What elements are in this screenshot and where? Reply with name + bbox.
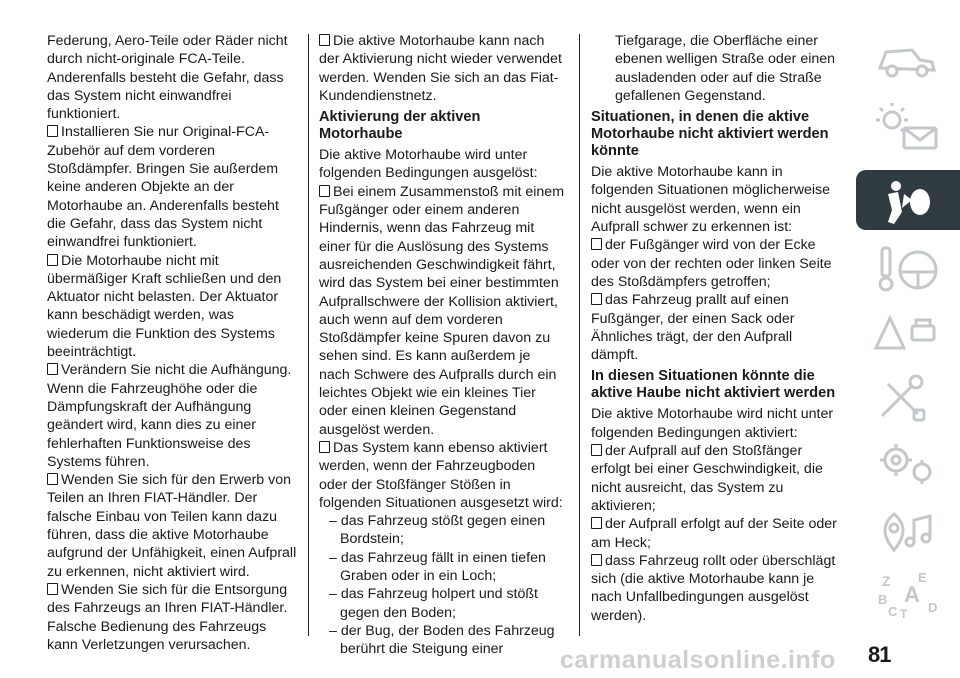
service-gears-icon [874, 438, 944, 488]
paragraph-text: dass Fahrzeug rollt oder überschlägt sich (die aktive Motorhaube kann je nach Unfallbedingungen ausgelöst werden). [591, 552, 836, 624]
dash-list-item: – das Fahrzeug fällt in einen tiefen Graben oder in ein Loch; [329, 549, 546, 585]
tab-safety[interactable] [856, 170, 960, 230]
paragraph-text: Die Motorhaube nicht mit übermäßiger Kraft schließen und den Aktuator nicht belasten. Der Aktuator kann beschädigt werden, was wiederum die Funktion des Systems beeinträchtigt. [47, 252, 282, 361]
bullet-paragraph [47, 581, 299, 654]
tools-icon [874, 374, 944, 424]
tab-index[interactable] [856, 562, 960, 620]
paragraph-text: Das System kann ebenso aktiviert werden, wenn der Fahrzeugboden oder der Stoßfänger Stößen in folgenden Situationen ausgesetzt wird: [319, 439, 563, 511]
text-column-1 [47, 32, 299, 654]
tab-technical-data[interactable] [856, 430, 960, 488]
tab-multimedia[interactable] [856, 498, 960, 556]
dash-list-item: – das Fahrzeug stößt gegen einen Bordstein; [329, 513, 546, 548]
bullet-paragraph [47, 123, 299, 251]
car-dashboard-icon [874, 38, 944, 82]
multimedia-icon [874, 506, 944, 556]
bullet-paragraph [47, 361, 299, 471]
column-divider [579, 34, 580, 636]
watermark: carmanualsonline.info [560, 646, 836, 674]
svg-text:E: E [918, 570, 927, 585]
tab-starting[interactable] [856, 236, 960, 294]
airbag-safety-icon [874, 178, 944, 226]
tab-dashboard[interactable] [856, 30, 960, 88]
bullet-paragraph [591, 442, 843, 515]
bullet-paragraph [591, 515, 843, 552]
paragraph: Federung, Aero-Teile oder Räder nicht durch nicht-originale FCA-Teile. Anderenfalls besteht die Gefahr, dass das System nicht einwandfrei funktioniert. [47, 33, 288, 123]
tab-maintenance[interactable] [856, 366, 960, 424]
paragraph-text: der Fußgänger wird von der Ecke oder von der rechten oder linken Seite des Stoßdämpfers getroffen; [591, 237, 832, 290]
paragraph: Die aktive Motorhaube kann in folgenden Situationen möglicherweise nicht ausgelöst werden, wenn ein Aufprall schwer zu erkennen ist: [591, 164, 830, 236]
bullet-paragraph [319, 32, 565, 105]
paragraph-text: Wenden Sie sich für den Erwerb von Teilen an Ihren FIAT-Händler. Der falsche Einbau von Teilen kann dazu führen, dass die aktive Motorhaube aufgrund der Unfähigkeit, einen Aufprall zu erkennen, nicht aktiviert wird. [47, 472, 297, 580]
chapter-tabs [856, 30, 960, 620]
paragraph-text: der Aufprall erfolgt auf der Seite oder am Heck; [591, 516, 837, 551]
paragraph-text: Installieren Sie nur Original-FCA-Zubehör auf dem vorderen Stoßdämpfer. Bringen Sie außerdem keine anderen Objekte an der Motorhaube an. Anderenfalls besteht die Gefahr, dass das System nicht einwandfrei funktioniert. [47, 124, 279, 251]
bullet-paragraph [319, 183, 565, 439]
svg-text:C: C [888, 604, 898, 619]
warning-triangle-icon [874, 308, 944, 358]
dash-list-item: – das Fahrzeug holpert und stößt gegen den Boden; [329, 586, 538, 621]
bullet-paragraph [591, 552, 843, 625]
key-steering-icon [874, 244, 944, 294]
svg-text:A: A [904, 582, 920, 607]
bullet-paragraph [47, 471, 299, 581]
svg-text:Z: Z [882, 573, 891, 589]
section-heading: In diesen Situationen könnte die aktive Haube nicht aktiviert werden [591, 368, 836, 402]
paragraph-text: Verändern Sie nicht die Aufhängung. Wenn die Fahrzeughöhe oder die Dämpfungskraft der Aufhängung geändert wird, kann dies zu einer fehlerhaften Funktionsweise des Systems führen. [47, 362, 292, 470]
text-column-3 [591, 32, 843, 625]
column-divider [308, 34, 309, 636]
page-number: 81 [868, 642, 891, 667]
paragraph-text: Die aktive Motorhaube kann nach der Aktivierung nicht wieder verwendet werden. Wenden Sie sich an das Fiat-Kundendienstnetz. [319, 33, 562, 104]
text-column-2 [319, 32, 565, 659]
paragraph-text: das Fahrzeug prallt auf einen Fußgänger, der einen Sack oder Ähnliches trägt, der den Aufprall dämpft. [591, 292, 795, 364]
paragraph-text: Wenden Sie sich für die Entsorgung des Fahrzeugs an Ihren FIAT-Händler. Falsche Bedienung des Fahrzeugs kann Verletzungen verursachen. [47, 581, 288, 653]
warning-lights-icon [874, 102, 944, 152]
bullet-paragraph [591, 291, 843, 364]
svg-text:B: B [878, 592, 888, 607]
continued-dash-item: Tiefgarage, die Oberfläche einer ebenen welligen Straße oder einen ausladenden oder auf die Straße gefallenen Gegenstand. [615, 33, 836, 104]
paragraph-text: Bei einem Zusammenstoß mit einem Fußgänger oder einem anderen Hindernis, wenn das Fahrzeug mit einer für die Auslösung des Systems ausreichenden Geschwindigkeit fährt, wird das System bei einer bestimmten Aufprallschwere der Kollision aktiviert, auch wenn auf dem vorderen Stoßdämpfer keine Spuren davon zu sehen sind. Es kann außerdem je nach Schwere des Aufpralls durch ein leichtes Objekt wie ein kleines Tier oder einen kleinen Gegenstand ausgelöst werden. [319, 183, 565, 438]
svg-text:D: D [928, 600, 938, 615]
index-letters-icon [874, 570, 944, 620]
bullet-paragraph [47, 252, 299, 362]
section-heading: Situationen, in denen die aktive Motorhaube nicht aktiviert werden könnte [591, 109, 829, 160]
svg-text:T: T [900, 607, 908, 620]
bullet-paragraph [591, 236, 843, 291]
paragraph-text: der Aufprall auf den Stoßfänger erfolgt bei einer Geschwindigkeit, die nicht ausreicht, das System zu aktivieren; [591, 443, 823, 514]
paragraph: Die aktive Motorhaube wird nicht unter folgenden Bedingungen aktiviert: [591, 406, 834, 441]
tab-emergency[interactable] [856, 300, 960, 358]
paragraph: Die aktive Motorhaube wird unter folgenden Bedingungen ausgelöst: [319, 147, 538, 182]
section-heading: Aktivierung der aktiven Motorhaube [319, 109, 481, 143]
tab-warning-lights[interactable] [856, 94, 960, 152]
bullet-paragraph [319, 439, 565, 512]
dash-list-item: – der Bug, der Boden des Fahrzeug berührt die Steigung einer [329, 622, 555, 658]
